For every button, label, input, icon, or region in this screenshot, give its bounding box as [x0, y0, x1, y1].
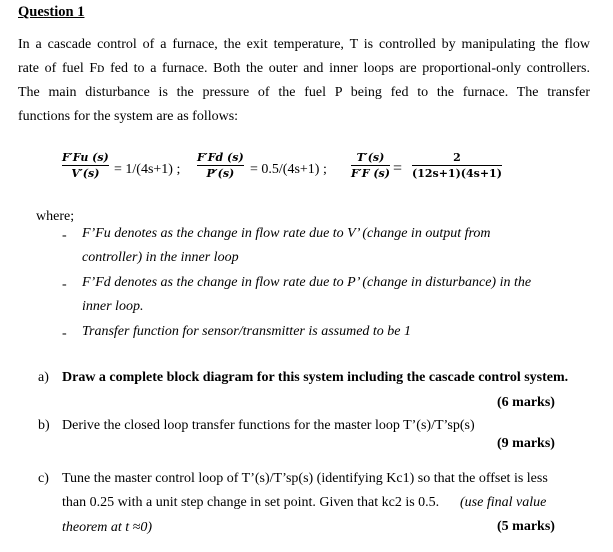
part-c-line1: Tune the master control loop of T’(s)/T’sp(s) (identifying Kc1) so that the offset is less: [62, 471, 548, 486]
eq2-denominator: P′(s): [206, 167, 235, 180]
fraction-bar: [197, 165, 244, 166]
eq3-fraction: [351, 151, 390, 180]
eq3-numerator: T′(s): [356, 151, 385, 164]
part-c-line3: theorem at t ≈0): [62, 520, 152, 535]
intro-line: rate of fuel Fᴅ fed to a furnace. Both the outer and inner loops are proportional-only controllers.: [18, 61, 590, 76]
part-a-text: Draw a complete block diagram for this system including the cascade control system.: [62, 370, 569, 385]
eq3-rhs-fraction: [412, 151, 502, 180]
eq2-fraction: [197, 151, 244, 180]
fraction-bar: [62, 165, 109, 166]
eq3-rhs-denominator: (12s+1)(4s+1): [412, 167, 502, 180]
fraction-bar: [351, 165, 390, 166]
eq2-rhs: = 0.5/(4s+1) ;: [250, 162, 327, 177]
part-b-text: Derive the closed loop transfer functions for the master loop T’(s)/T’sp(s): [62, 418, 475, 433]
part-b-marks: (9 marks): [497, 436, 555, 451]
part-c-line2-italic: (use final value: [460, 495, 547, 510]
bullet-dash: -: [62, 326, 67, 341]
intro-line: In a cascade control of a furnace, the exit temperature, T is controlled by manipulating the flow: [18, 37, 590, 52]
bullet-line: Transfer function for sensor/transmitter is assumed to be 1: [82, 324, 412, 339]
question-title: Question 1: [18, 4, 85, 20]
part-b-label: b): [38, 418, 50, 433]
eq1-numerator: F′Fu (s): [62, 151, 109, 164]
eq3-equals: =: [393, 160, 403, 177]
part-c-line2: than 0.25 with a unit step change in set point. Given that kc2 is 0.5.: [62, 495, 440, 510]
eq1-denominator: V′(s): [71, 167, 100, 180]
intro-paragraph: [18, 33, 590, 129]
where-label: where;: [36, 209, 75, 224]
fraction-bar: [412, 165, 502, 166]
eq1-fraction: [62, 151, 109, 180]
bullet-dash: -: [62, 228, 67, 243]
eq1-rhs: = 1/(4s+1) ;: [114, 162, 181, 177]
bullet-line: controller) in the inner loop: [82, 250, 239, 265]
intro-line: functions for the system are as follows:: [18, 109, 239, 124]
part-a-label: a): [38, 370, 49, 385]
eq2-numerator: F′Fd (s): [197, 151, 244, 164]
intro-line: The main disturbance is the pressure of the fuel P being fed to the furnace. The transfer: [18, 85, 590, 100]
bullet-dash: -: [62, 277, 67, 292]
eq3-denominator: F′F (s): [351, 167, 390, 180]
bullet-line: F’Fu denotes as the change in flow rate due to V’ (change in output from: [82, 226, 491, 241]
bullet-line: inner loop.: [82, 299, 144, 314]
part-a-marks: (6 marks): [497, 395, 555, 410]
eq3-rhs-numerator: 2: [453, 151, 461, 164]
bullet-line: F’Fd denotes as the change in flow rate due to P’ (change in disturbance) in the: [82, 275, 532, 290]
part-c-label: c): [38, 471, 49, 486]
part-c-marks: (5 marks): [497, 519, 555, 534]
